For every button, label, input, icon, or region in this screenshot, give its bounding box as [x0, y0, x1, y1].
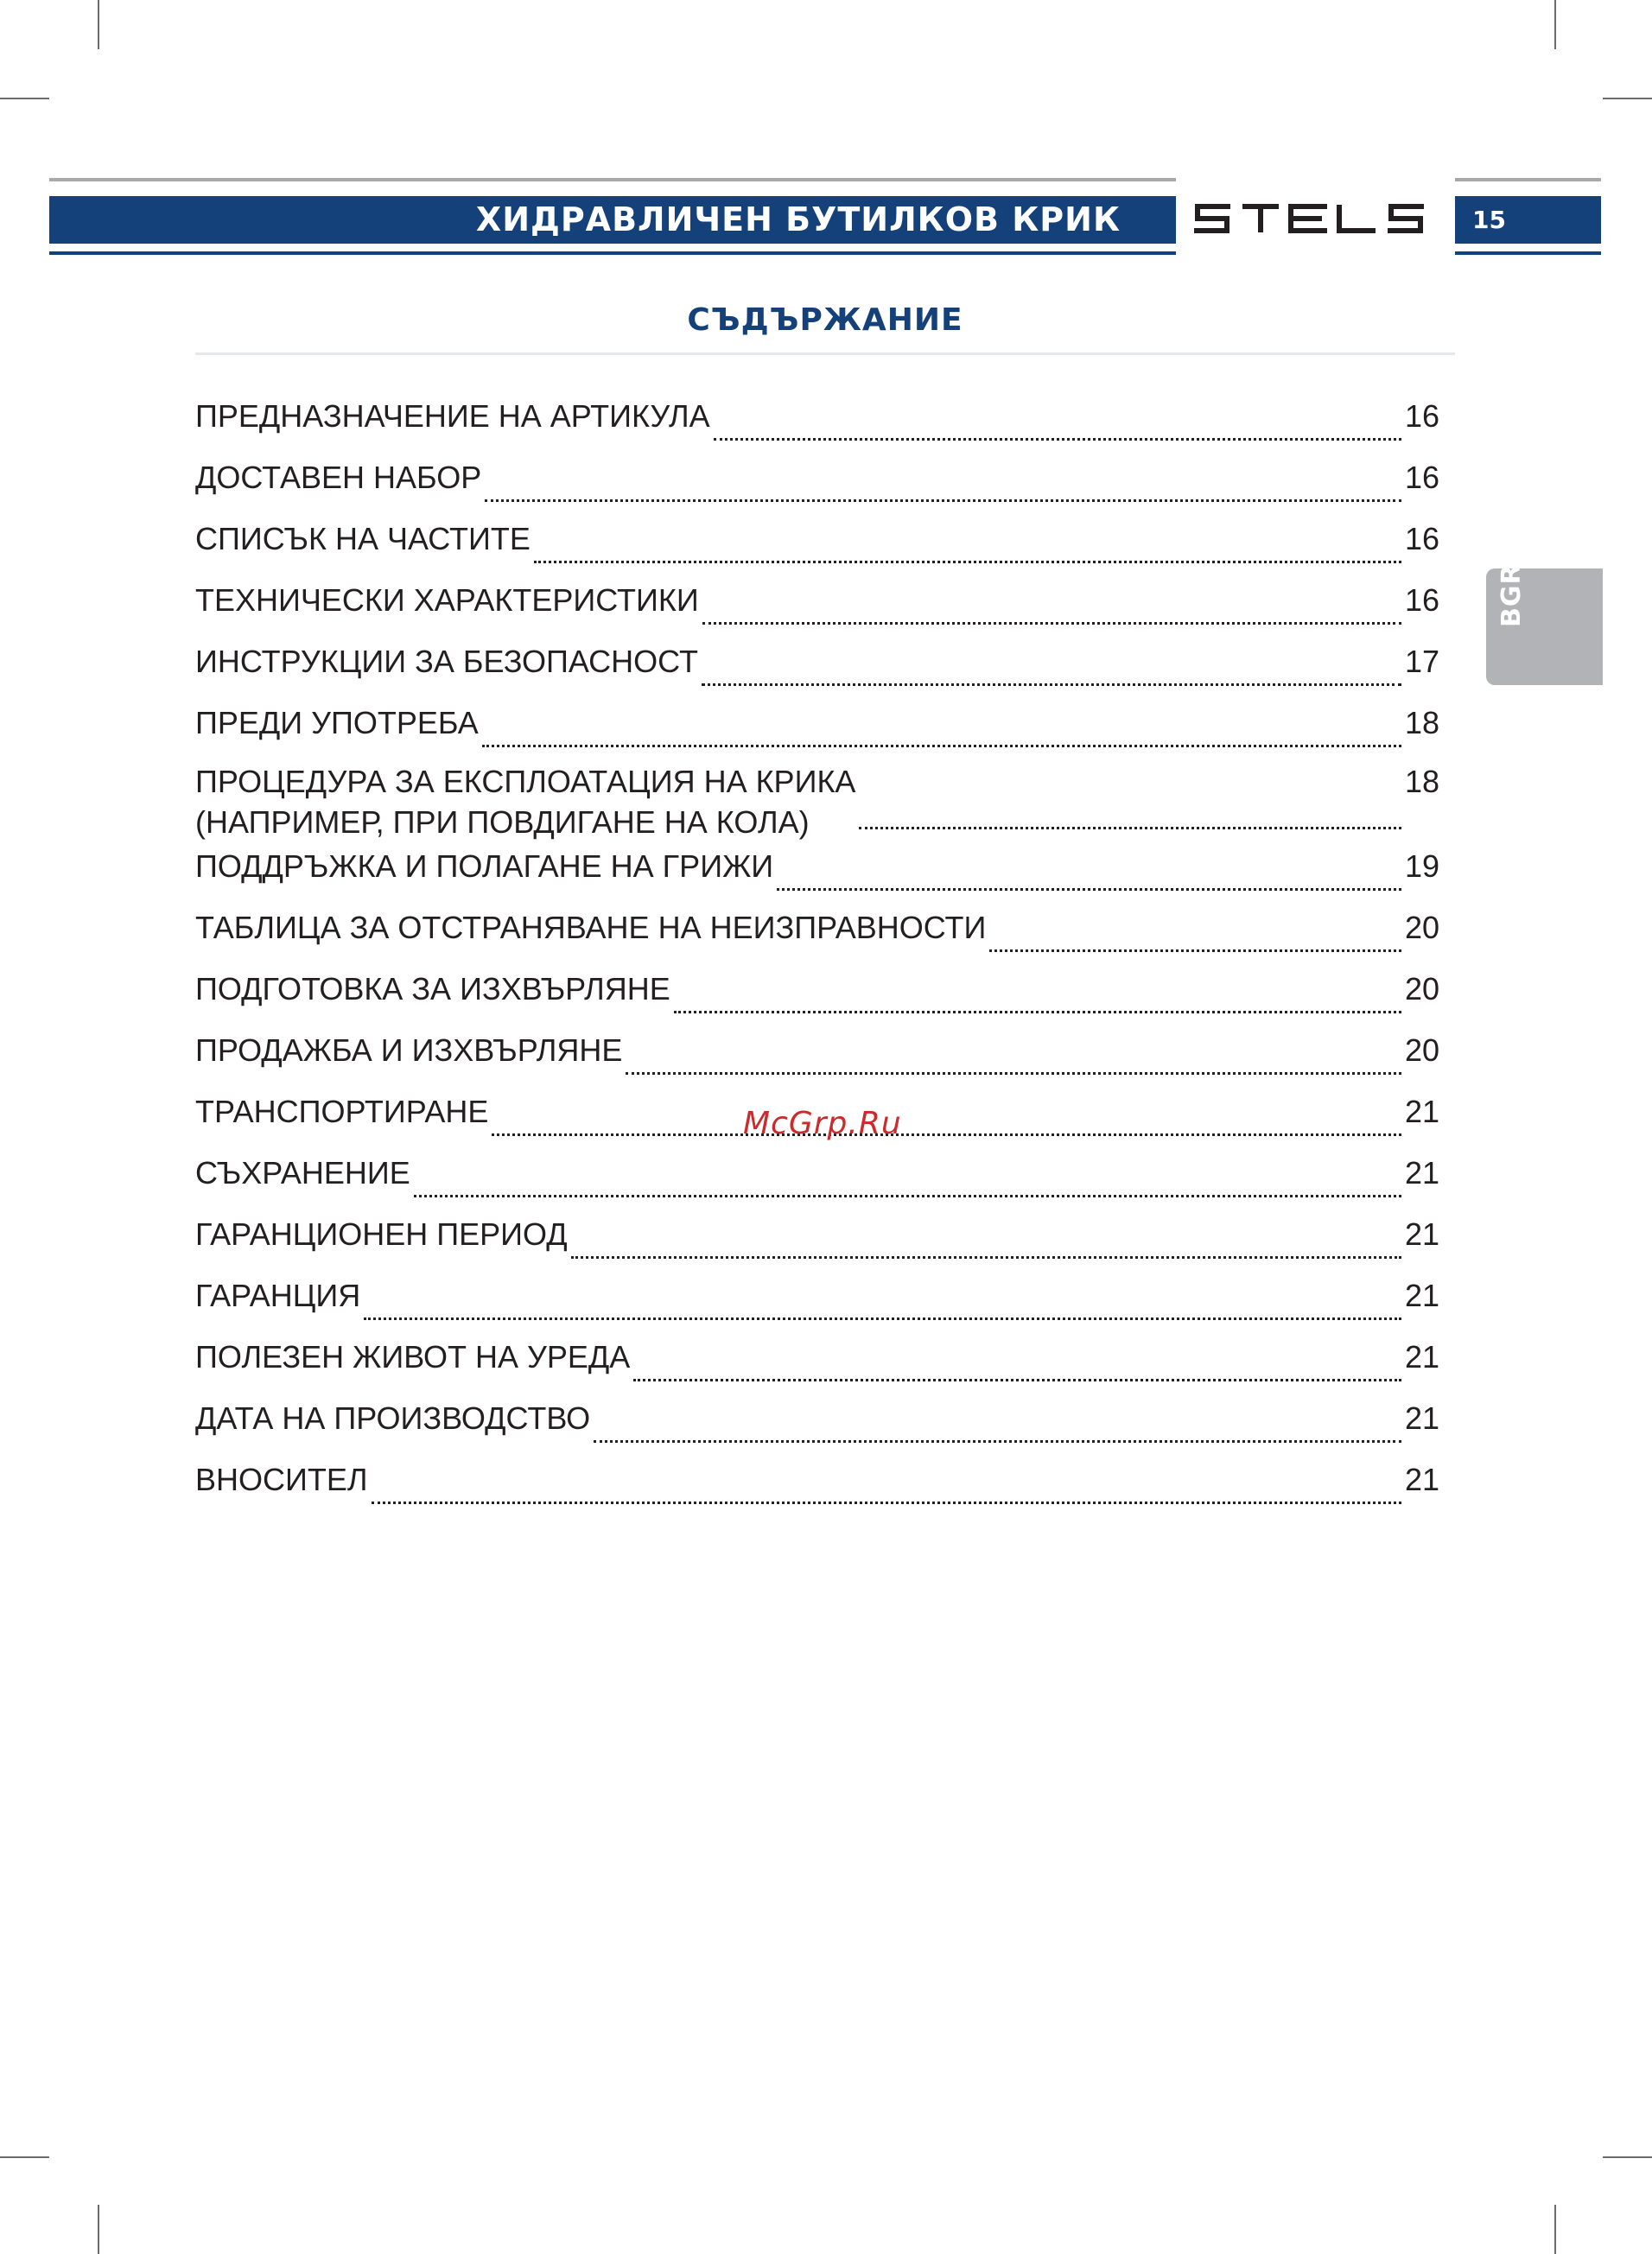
toc-entry[interactable]	[195, 1211, 1439, 1273]
toc-title: СЪДЪРЖАНИЕ	[687, 302, 963, 338]
toc-entry[interactable]	[195, 905, 1439, 966]
crop-mark	[98, 0, 99, 49]
toc-leader-dots	[702, 622, 1401, 625]
toc-entry[interactable]	[195, 966, 1439, 1027]
toc-entry-label: ПРЕДНАЗНАЧЕНИЕ НА АРТИКУЛА	[195, 398, 710, 434]
page-number: 15	[1455, 196, 1601, 244]
toc-entry[interactable]	[195, 761, 1439, 843]
toc-leader-dots	[534, 561, 1401, 563]
toc-entry-label: ПРОЦЕДУРА ЗА ЕКСПЛОАТАЦИЯ НА КРИКА (НАПРИМЕР, ПРИ ПОВДИГАНЕ НА КОЛА)	[195, 764, 856, 840]
toc-entry[interactable]	[195, 516, 1439, 577]
toc-leader-dots	[989, 949, 1401, 952]
toc-leader-dots	[626, 1072, 1401, 1075]
toc-entry-page: 21	[1404, 1094, 1439, 1129]
toc-leader-dots	[674, 1011, 1401, 1013]
page-number-bottom-rule	[1455, 251, 1601, 255]
crop-mark	[98, 2205, 99, 2254]
header-title: ХИДРАВЛИЧЕН БУТИЛКОВ КРИК	[49, 196, 1176, 244]
toc-entry-label: ГАРАНЦИОНЕН ПЕРИОД	[195, 1216, 568, 1252]
toc-leader-dots	[372, 1502, 1401, 1504]
toc-leader-dots	[633, 1379, 1401, 1381]
toc-entry-page: 16	[1404, 582, 1439, 618]
toc-entry-page: 20	[1404, 910, 1439, 945]
crop-mark	[0, 98, 49, 99]
toc-entry-page: 21	[1404, 1216, 1439, 1252]
toc-entry-label: СЪХРАНЕНИЕ	[195, 1155, 410, 1190]
crop-mark	[1554, 2205, 1556, 2254]
toc-entry-page: 21	[1404, 1400, 1439, 1436]
toc-leader-dots	[485, 499, 1401, 502]
toc-leader-dots	[414, 1195, 1401, 1197]
header-top-rule	[49, 178, 1176, 181]
toc-entry-page: 20	[1404, 971, 1439, 1006]
toc-leader-dots	[492, 1133, 1401, 1136]
toc-entry[interactable]	[195, 577, 1439, 638]
toc-entry[interactable]	[195, 1395, 1439, 1457]
header-bottom-rule	[49, 251, 1176, 255]
toc-entry[interactable]	[195, 700, 1439, 761]
toc-entry-label: ТРАНСПОРТИРАНЕ	[195, 1094, 489, 1129]
toc-entry-page: 21	[1404, 1462, 1439, 1497]
toc-entry-page: 18	[1404, 764, 1439, 799]
toc-entry-page: 21	[1404, 1339, 1439, 1375]
toc-entry[interactable]	[195, 1150, 1439, 1211]
toc-entry[interactable]	[195, 1457, 1439, 1518]
language-tab-label: BGR	[1496, 563, 1527, 627]
toc-entry[interactable]	[195, 393, 1439, 454]
toc-entry[interactable]	[195, 1027, 1439, 1089]
toc-entry-label: ДОСТАВЕН НАБОР	[195, 460, 482, 495]
toc-entry-label: ПОДДРЪЖКА И ПОЛАГАНЕ НА ГРИЖИ	[195, 848, 774, 884]
page-number-top-rule	[1455, 178, 1601, 181]
toc-leader-dots	[714, 438, 1401, 441]
toc-entry-page: 20	[1404, 1032, 1439, 1068]
header-bar	[49, 178, 1176, 255]
toc-entry-label: ПОЛЕЗЕН ЖИВОТ НА УРЕДА	[195, 1339, 631, 1375]
toc-entry-page: 16	[1404, 460, 1439, 495]
toc-entry-label: ПРЕДИ УПОТРЕБА	[195, 705, 479, 740]
toc-title-rule	[195, 352, 1455, 355]
language-tab	[1486, 563, 1603, 685]
toc-entry[interactable]	[195, 1273, 1439, 1334]
toc-entry-page: 19	[1404, 848, 1439, 884]
table-of-contents	[195, 393, 1439, 1518]
toc-entry-label: СПИСЪК НА ЧАСТИТЕ	[195, 521, 531, 556]
toc-leader-dots	[702, 683, 1401, 686]
toc-entry-page: 18	[1404, 705, 1439, 740]
crop-mark	[1603, 2156, 1652, 2158]
page-number-box	[1455, 178, 1601, 255]
toc-entry-label: ДАТА НА ПРОИЗВОДСТВО	[195, 1400, 591, 1436]
toc-entry-label: ПОДГОТОВКА ЗА ИЗХВЪРЛЯНЕ	[195, 971, 670, 1006]
toc-entry[interactable]	[195, 1334, 1439, 1395]
toc-entry-label: ГАРАНЦИЯ	[195, 1278, 361, 1313]
stels-logo	[1192, 202, 1439, 235]
toc-leader-dots	[777, 888, 1401, 891]
toc-leader-dots	[571, 1256, 1401, 1259]
toc-entry-page: 17	[1404, 644, 1439, 679]
crop-mark	[1554, 0, 1556, 49]
toc-entry-page: 21	[1404, 1155, 1439, 1190]
toc-entry-page: 21	[1404, 1278, 1439, 1313]
toc-entry-page: 16	[1404, 398, 1439, 434]
toc-entry-page: 16	[1404, 521, 1439, 556]
toc-leader-dots	[482, 745, 1401, 747]
watermark: McGrp.Ru	[743, 1106, 902, 1141]
toc-entry-label: ТЕХНИЧЕСКИ ХАРАКТЕРИСТИКИ	[195, 582, 699, 618]
toc-entry-label: ВНОСИТЕЛ	[195, 1462, 368, 1497]
crop-mark	[1603, 98, 1652, 99]
toc-leader-dots	[859, 827, 1401, 829]
toc-entry[interactable]	[195, 638, 1439, 700]
toc-entry[interactable]	[195, 843, 1439, 905]
toc-leader-dots	[364, 1317, 1401, 1320]
crop-mark	[0, 2156, 49, 2158]
toc-leader-dots	[594, 1440, 1401, 1443]
toc-entry-label: ТАБЛИЦА ЗА ОТСТРАНЯВАНЕ НА НЕИЗПРАВНОСТИ	[195, 910, 987, 945]
toc-entry[interactable]	[195, 454, 1439, 516]
toc-entry-label: ИНСТРУКЦИИ ЗА БЕЗОПАСНОСТ	[195, 644, 698, 679]
toc-entry-label: ПРОДАЖБА И ИЗХВЪРЛЯНЕ	[195, 1032, 623, 1068]
